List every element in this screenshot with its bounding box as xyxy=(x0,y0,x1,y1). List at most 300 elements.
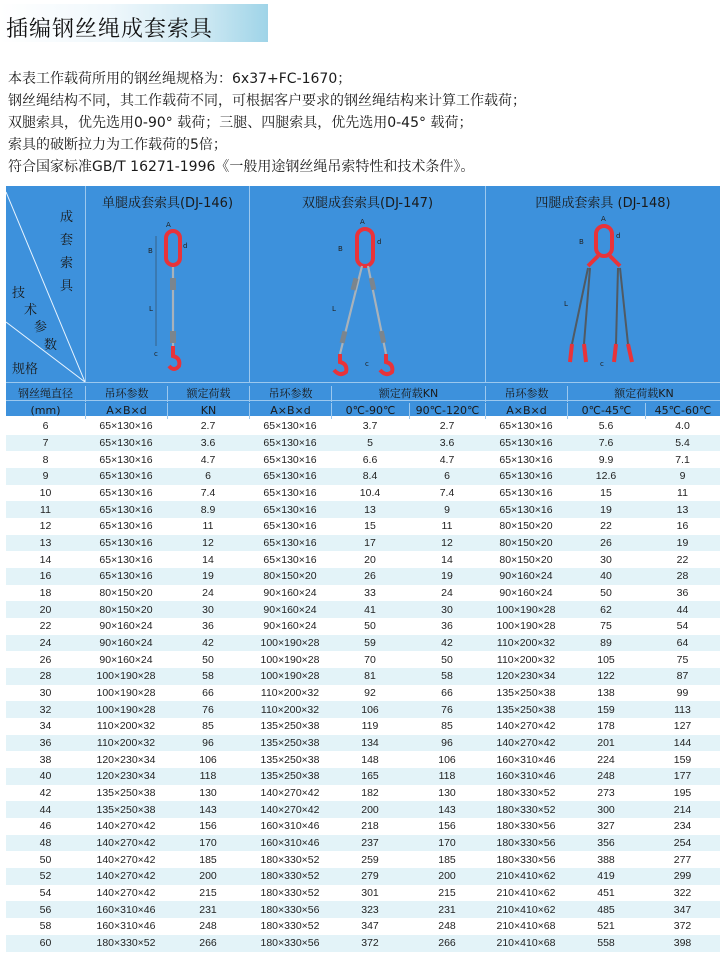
svg-text:A: A xyxy=(166,221,171,229)
table-row xyxy=(6,801,720,818)
cell-double-load-b: 156 xyxy=(438,820,456,833)
cell-single-load: 215 xyxy=(199,887,217,900)
cell-quad-load-b: 28 xyxy=(645,568,720,585)
cell-double-load-b: 3.6 xyxy=(409,435,485,452)
cell-double-load-a: 26 xyxy=(331,568,409,585)
cell-single-load: 11 xyxy=(202,520,214,533)
cell-double-load-a: 8.4 xyxy=(331,468,409,485)
cell-diameter: 60 xyxy=(6,935,85,952)
cell-double-ring: 65×130×16 xyxy=(249,535,331,552)
cell-single-ring: 65×130×16 xyxy=(85,435,167,452)
panel-title: 四腿成套索具 (DJ-148) xyxy=(535,196,671,211)
cell-quad-load-b: 16 xyxy=(676,520,689,533)
cell-single-ring: 110×200×32 xyxy=(96,720,156,733)
table-row xyxy=(6,468,720,485)
cell-quad-ring: 110×200×32 xyxy=(496,653,556,666)
cell-double-ring: 180×330×52 xyxy=(260,920,320,933)
cell-quad-load-a: 12.6 xyxy=(567,468,645,485)
cell-diameter: 56 xyxy=(6,901,85,918)
cell-double-ring: 65×130×16 xyxy=(249,501,331,518)
cell-double-load-b: 2.7 xyxy=(439,420,455,433)
table-row xyxy=(6,451,720,468)
cell-single-load: 3.6 xyxy=(167,435,249,452)
cell-quad-ring: 80×150×20 xyxy=(499,553,553,566)
single-leg-sling-icon xyxy=(86,186,250,382)
cell-single-ring: 80×150×20 xyxy=(99,587,153,600)
cell-quad-load-a: 485 xyxy=(567,901,645,918)
cell-double-load-a: 20 xyxy=(364,553,376,566)
cell-quad-load-b: 22 xyxy=(676,553,689,566)
cell-quad-ring: 210×410×62 xyxy=(485,901,567,918)
corner-bottom-label: 规格 xyxy=(12,362,39,377)
cell-quad-ring: 210×410×68 xyxy=(485,935,567,952)
cell-double-load-a: 165 xyxy=(331,768,409,785)
cell-quad-ring: 135×250×38 xyxy=(485,701,567,718)
cell-double-load-b: 24 xyxy=(441,587,453,600)
cell-quad-load-b: 144 xyxy=(645,735,720,752)
cell-quad-ring: 180×330×56 xyxy=(496,853,556,866)
cell-double-ring: 110×200×32 xyxy=(260,687,320,700)
cell-quad-load-a: 5.6 xyxy=(598,420,614,433)
cell-single-load: 118 xyxy=(167,768,249,785)
cell-diameter: 14 xyxy=(39,553,52,566)
table-row xyxy=(6,585,720,602)
corner-mid-label: 参 xyxy=(34,320,48,335)
cell-quad-ring: 110×200×32 xyxy=(485,635,567,652)
cell-quad-load-a: 22 xyxy=(600,520,612,533)
table-row xyxy=(6,685,720,702)
cell-double-ring: 140×270×42 xyxy=(249,801,331,818)
col-unit-double-a: 0℃-90℃ xyxy=(331,403,409,419)
cell-double-ring: 100×190×28 xyxy=(260,653,320,666)
cell-diameter: 32 xyxy=(6,701,85,718)
cell-quad-load-b: 99 xyxy=(676,687,689,700)
cell-quad-load-a: 178 xyxy=(597,720,615,733)
cell-double-load-b: 76 xyxy=(409,701,485,718)
cell-double-load-a: 13 xyxy=(331,501,409,518)
cell-single-ring: 90×160×24 xyxy=(99,653,153,666)
cell-quad-load-b: 277 xyxy=(673,853,692,866)
cell-double-ring: 90×160×24 xyxy=(263,620,317,633)
cell-single-ring: 100×190×28 xyxy=(96,687,156,700)
cell-quad-ring: 140×270×42 xyxy=(485,735,567,752)
cell-single-ring: 100×190×28 xyxy=(85,668,167,685)
cell-double-load-b: 170 xyxy=(409,835,485,852)
cell-single-load: 24 xyxy=(202,587,214,600)
cell-double-ring: 140×270×42 xyxy=(260,787,320,800)
svg-text:d: d xyxy=(183,242,188,250)
cell-double-load-a: 15 xyxy=(364,520,376,533)
cell-single-load: 36 xyxy=(202,620,214,633)
cell-diameter: 28 xyxy=(6,668,85,685)
svg-text:B: B xyxy=(338,245,343,253)
cell-quad-load-a: 138 xyxy=(597,687,615,700)
cell-double-load-a: 10.4 xyxy=(359,487,381,500)
cell-single-ring: 65×130×16 xyxy=(99,520,153,533)
cell-double-ring: 65×130×16 xyxy=(263,420,317,433)
cell-double-load-a: 323 xyxy=(331,901,409,918)
cell-single-load: 6 xyxy=(167,468,249,485)
cell-quad-load-a: 356 xyxy=(567,835,645,852)
cell-double-load-a: 372 xyxy=(331,935,409,952)
table-row xyxy=(6,618,720,635)
cell-diameter: 34 xyxy=(39,720,52,733)
cell-single-load: 19 xyxy=(167,568,249,585)
cell-diameter: 22 xyxy=(39,620,52,633)
cell-double-load-a: 3.7 xyxy=(362,420,378,433)
cell-single-ring: 65×130×16 xyxy=(85,501,167,518)
cell-diameter: 26 xyxy=(39,653,52,666)
cell-double-load-a: 259 xyxy=(361,853,379,866)
cell-quad-ring: 65×130×16 xyxy=(485,468,567,485)
cell-diameter: 58 xyxy=(39,920,52,933)
col-unit-double-b: 90℃-120℃ xyxy=(409,403,485,419)
corner-mid-label: 技 xyxy=(12,286,26,301)
cell-diameter: 42 xyxy=(39,787,52,800)
cell-single-ring: 65×130×16 xyxy=(85,535,167,552)
cell-double-load-b: 50 xyxy=(441,653,453,666)
cell-quad-ring: 180×330×56 xyxy=(496,820,556,833)
divider xyxy=(6,382,720,383)
cell-double-ring: 180×330×56 xyxy=(249,935,331,952)
cell-single-load: 14 xyxy=(202,553,214,566)
cell-double-load-a: 200 xyxy=(331,801,409,818)
cell-single-load: 266 xyxy=(167,935,249,952)
cell-diameter: 38 xyxy=(39,753,52,766)
cell-single-load: 50 xyxy=(202,653,214,666)
cell-quad-load-b: 19 xyxy=(645,535,720,552)
cell-single-load: 76 xyxy=(167,701,249,718)
note-line: 钢丝绳结构不同，其工作载荷不同，可根据客户要求的钢丝绳结构来计算工作载荷； xyxy=(8,93,526,109)
cell-double-ring: 135×250×38 xyxy=(260,753,320,766)
cell-quad-ring: 180×330×52 xyxy=(485,801,567,818)
cell-quad-load-a: 9.9 xyxy=(598,453,614,466)
cell-double-ring: 100×190×28 xyxy=(249,668,331,685)
cell-double-load-b: 96 xyxy=(409,735,485,752)
cell-quad-load-a: 50 xyxy=(600,587,612,600)
cell-quad-ring: 65×130×16 xyxy=(485,501,567,518)
cell-quad-ring: 65×130×16 xyxy=(499,420,553,433)
cell-double-load-b: 106 xyxy=(438,753,456,766)
table-row xyxy=(6,835,720,852)
corner-cell xyxy=(6,186,85,382)
cell-double-load-a: 301 xyxy=(361,887,379,900)
col-header-double-ring: 吊环参数 xyxy=(249,386,331,402)
cell-diameter: 6 xyxy=(42,420,49,433)
cell-quad-load-b: 322 xyxy=(673,887,692,900)
cell-single-ring: 90×160×24 xyxy=(85,635,167,652)
cell-diameter: 13 xyxy=(6,535,85,552)
cell-quad-load-b: 4.0 xyxy=(675,420,690,433)
cell-single-ring: 65×130×16 xyxy=(85,568,167,585)
cell-quad-load-b: 195 xyxy=(673,787,692,800)
cell-double-load-b: 118 xyxy=(409,768,485,785)
cell-quad-ring: 65×130×16 xyxy=(499,487,553,500)
cell-double-load-a: 50 xyxy=(364,620,376,633)
cell-double-load-b: 231 xyxy=(409,901,485,918)
cell-single-load: 30 xyxy=(167,601,249,618)
cell-quad-load-b: 372 xyxy=(673,920,692,933)
cell-diameter: 11 xyxy=(6,501,85,518)
cell-quad-ring: 160×310×46 xyxy=(485,768,567,785)
cell-diameter: 44 xyxy=(6,801,85,818)
cell-double-load-b: 19 xyxy=(409,568,485,585)
table-row xyxy=(6,851,720,868)
cell-single-ring: 160×310×46 xyxy=(96,920,156,933)
note-line: 符合国家标准GB/T 16271-1996《一般用途钢丝绳吊索特性和技术条件》。 xyxy=(8,159,475,175)
cell-double-load-b: 248 xyxy=(438,920,456,933)
cell-double-load-a: 6.6 xyxy=(362,453,378,466)
cell-diameter: 36 xyxy=(6,735,85,752)
table-row xyxy=(6,768,720,785)
table-row xyxy=(6,901,720,918)
cell-single-ring: 90×160×24 xyxy=(99,620,153,633)
cell-single-ring: 65×130×16 xyxy=(99,453,153,466)
cell-quad-load-b: 113 xyxy=(645,701,720,718)
cell-double-ring: 160×310×46 xyxy=(249,835,331,852)
cell-quad-ring: 120×230×34 xyxy=(485,668,567,685)
double-leg-sling-icon xyxy=(250,186,486,382)
col-unit-quad-b: 45℃-60℃ xyxy=(645,403,720,419)
cell-single-ring: 140×270×42 xyxy=(85,868,167,885)
cell-double-load-b: 9 xyxy=(409,501,485,518)
cell-single-load: 7.4 xyxy=(200,487,216,500)
cell-quad-ring: 210×410×62 xyxy=(496,887,556,900)
cell-single-load: 185 xyxy=(199,853,217,866)
cell-quad-load-a: 327 xyxy=(597,820,615,833)
cell-diameter: 7 xyxy=(6,435,85,452)
title-banner xyxy=(0,4,268,42)
cell-quad-load-a: 521 xyxy=(597,920,615,933)
svg-text:B: B xyxy=(148,247,153,255)
page-title: 插编钢丝绳成套索具 xyxy=(6,17,214,42)
table-row xyxy=(6,785,720,802)
svg-text:A: A xyxy=(601,215,606,223)
cell-quad-load-a: 19 xyxy=(567,501,645,518)
cell-double-load-a: 218 xyxy=(361,820,379,833)
cell-single-load: 231 xyxy=(167,901,249,918)
cell-single-load: 130 xyxy=(199,787,217,800)
cell-quad-load-a: 224 xyxy=(597,753,615,766)
svg-text:A: A xyxy=(360,218,365,226)
cell-quad-load-b: 36 xyxy=(676,587,689,600)
four-leg-sling-icon xyxy=(486,186,720,382)
cell-double-ring: 65×130×16 xyxy=(263,520,317,533)
cell-double-ring: 80×150×20 xyxy=(249,568,331,585)
cell-double-load-b: 12 xyxy=(409,535,485,552)
cell-single-ring: 180×330×52 xyxy=(85,935,167,952)
panel-four-leg xyxy=(485,186,720,382)
cell-diameter: 50 xyxy=(39,853,52,866)
svg-text:L: L xyxy=(564,300,568,308)
cell-single-ring: 65×130×16 xyxy=(85,468,167,485)
table-row xyxy=(6,518,720,535)
spec-table xyxy=(6,418,720,952)
panel-title: 单腿成套索具(DJ-146) xyxy=(101,196,234,211)
svg-text:c: c xyxy=(600,360,604,368)
table-row xyxy=(6,935,720,952)
cell-double-ring: 65×130×16 xyxy=(249,435,331,452)
cell-quad-load-b: 64 xyxy=(645,635,720,652)
cell-quad-load-a: 75 xyxy=(600,620,612,633)
col-unit-quad-a: 0℃-45℃ xyxy=(567,403,645,419)
cell-double-load-b: 58 xyxy=(409,668,485,685)
cell-single-ring: 110×200×32 xyxy=(85,735,167,752)
cell-single-load: 200 xyxy=(167,868,249,885)
cell-quad-load-a: 248 xyxy=(567,768,645,785)
cell-quad-load-b: 44 xyxy=(645,601,720,618)
cell-double-ring: 180×330×52 xyxy=(249,868,331,885)
cell-single-ring: 100×190×28 xyxy=(85,701,167,718)
cell-quad-load-b: 398 xyxy=(645,935,720,952)
svg-text:d: d xyxy=(616,232,621,240)
col-header-quad-ring: 吊环参数 xyxy=(485,386,567,402)
cell-single-ring: 140×270×42 xyxy=(85,835,167,852)
cell-double-load-b: 266 xyxy=(409,935,485,952)
table-row xyxy=(6,485,720,502)
cell-double-load-b: 200 xyxy=(409,868,485,885)
cell-quad-ring: 65×130×16 xyxy=(485,435,567,452)
cell-double-load-a: 237 xyxy=(331,835,409,852)
cell-quad-load-b: 13 xyxy=(645,501,720,518)
svg-text:L: L xyxy=(332,305,336,313)
col-unit-single-ring: A×B×d xyxy=(85,403,167,419)
col-unit-quad-ring: A×B×d xyxy=(485,403,567,419)
corner-mid-label: 术 xyxy=(24,303,38,318)
table-row xyxy=(6,735,720,752)
cell-diameter: 30 xyxy=(39,687,52,700)
spec-header xyxy=(6,186,720,416)
cell-quad-ring: 210×410×62 xyxy=(485,868,567,885)
cell-quad-ring: 100×190×28 xyxy=(496,620,556,633)
cell-quad-load-a: 26 xyxy=(567,535,645,552)
cell-single-load: 143 xyxy=(167,801,249,818)
cell-double-load-b: 30 xyxy=(409,601,485,618)
table-row xyxy=(6,751,720,768)
cell-quad-ring: 140×270×42 xyxy=(496,720,556,733)
cell-quad-load-b: 347 xyxy=(645,901,720,918)
cell-quad-load-b: 75 xyxy=(676,653,689,666)
cell-quad-load-b: 254 xyxy=(645,835,720,852)
cell-quad-ring: 135×250×38 xyxy=(496,687,556,700)
cell-double-load-b: 130 xyxy=(438,787,456,800)
cell-diameter: 10 xyxy=(39,487,52,500)
col-header-quad-load: 额定荷载KN xyxy=(567,386,720,402)
cell-single-ring: 80×150×20 xyxy=(85,601,167,618)
cell-single-load: 156 xyxy=(199,820,217,833)
col-header-single-ring: 吊环参数 xyxy=(85,386,167,402)
cell-double-load-b: 215 xyxy=(438,887,456,900)
cell-quad-ring: 180×330×56 xyxy=(485,835,567,852)
cell-double-ring: 90×160×24 xyxy=(263,587,317,600)
cell-single-ring: 160×310×46 xyxy=(85,901,167,918)
cell-quad-ring: 210×410×68 xyxy=(496,920,556,933)
cell-single-load: 248 xyxy=(199,920,217,933)
cell-single-load: 8.9 xyxy=(167,501,249,518)
cell-single-load: 42 xyxy=(167,635,249,652)
cell-single-ring: 135×250×38 xyxy=(96,787,156,800)
cell-double-load-a: 5 xyxy=(331,435,409,452)
table-row xyxy=(6,668,720,685)
cell-single-load: 66 xyxy=(202,687,214,700)
cell-double-ring: 180×330×56 xyxy=(249,901,331,918)
cell-single-ring: 140×270×42 xyxy=(96,820,156,833)
cell-double-ring: 65×130×16 xyxy=(249,468,331,485)
table-row xyxy=(6,701,720,718)
cell-double-ring: 110×200×32 xyxy=(249,701,331,718)
cell-single-ring: 65×130×16 xyxy=(99,487,153,500)
cell-single-ring: 65×130×16 xyxy=(99,553,153,566)
svg-text:B: B xyxy=(579,238,584,246)
cell-diameter: 18 xyxy=(39,587,52,600)
cell-quad-load-a: 201 xyxy=(567,735,645,752)
cell-quad-load-a: 388 xyxy=(597,853,615,866)
cell-quad-load-a: 105 xyxy=(597,653,615,666)
cell-single-load: 170 xyxy=(167,835,249,852)
cell-quad-ring: 80×150×20 xyxy=(499,520,553,533)
cell-quad-load-a: 89 xyxy=(567,635,645,652)
cell-quad-load-b: 7.1 xyxy=(675,453,690,466)
cell-double-load-b: 66 xyxy=(441,687,453,700)
cell-double-load-b: 6 xyxy=(409,468,485,485)
col-unit-diameter: (mm) xyxy=(30,404,61,417)
cell-double-load-a: 106 xyxy=(331,701,409,718)
cell-double-load-b: 11 xyxy=(441,520,453,533)
cell-quad-load-b: 159 xyxy=(673,753,692,766)
cell-quad-load-b: 9 xyxy=(645,468,720,485)
cell-quad-load-b: 127 xyxy=(673,720,692,733)
cell-single-load: 85 xyxy=(202,720,214,733)
table-row xyxy=(6,885,720,902)
cell-diameter: 40 xyxy=(6,768,85,785)
cell-double-ring: 90×160×24 xyxy=(249,601,331,618)
table-row xyxy=(6,535,720,552)
panel-single-leg xyxy=(85,186,249,382)
table-row xyxy=(6,501,720,518)
cell-quad-ring: 180×330×52 xyxy=(496,787,556,800)
cell-diameter: 54 xyxy=(39,887,52,900)
cell-double-ring: 100×190×28 xyxy=(249,635,331,652)
cell-double-load-a: 182 xyxy=(361,787,379,800)
table-row xyxy=(6,435,720,452)
cell-single-ring: 120×230×34 xyxy=(85,768,167,785)
table-body xyxy=(6,418,720,952)
cell-diameter: 24 xyxy=(6,635,85,652)
cell-double-load-a: 279 xyxy=(331,868,409,885)
cell-quad-load-b: 177 xyxy=(645,768,720,785)
notes xyxy=(8,68,526,178)
cell-double-load-a: 41 xyxy=(331,601,409,618)
note-line: 本表工作载荷所用的钢丝绳规格为：6x37+FC-1670； xyxy=(8,71,352,87)
cell-quad-load-a: 419 xyxy=(567,868,645,885)
cell-double-load-a: 92 xyxy=(364,687,376,700)
cell-double-ring: 180×330×52 xyxy=(260,887,320,900)
cell-double-load-b: 14 xyxy=(441,553,453,566)
col-header-double-load: 额定荷载KN xyxy=(331,386,485,402)
col-unit-double-ring: A×B×d xyxy=(249,403,331,419)
cell-double-load-a: 119 xyxy=(361,720,379,733)
cell-double-load-b: 42 xyxy=(409,635,485,652)
svg-text:c: c xyxy=(154,350,158,358)
table-row xyxy=(6,868,720,885)
cell-quad-load-b: 5.4 xyxy=(645,435,720,452)
cell-quad-load-a: 15 xyxy=(600,487,612,500)
cell-quad-load-b: 11 xyxy=(677,487,688,500)
cell-double-ring: 160×310×46 xyxy=(260,820,320,833)
table-row xyxy=(6,635,720,652)
cell-quad-load-a: 30 xyxy=(600,553,612,566)
cell-quad-load-b: 214 xyxy=(645,801,720,818)
